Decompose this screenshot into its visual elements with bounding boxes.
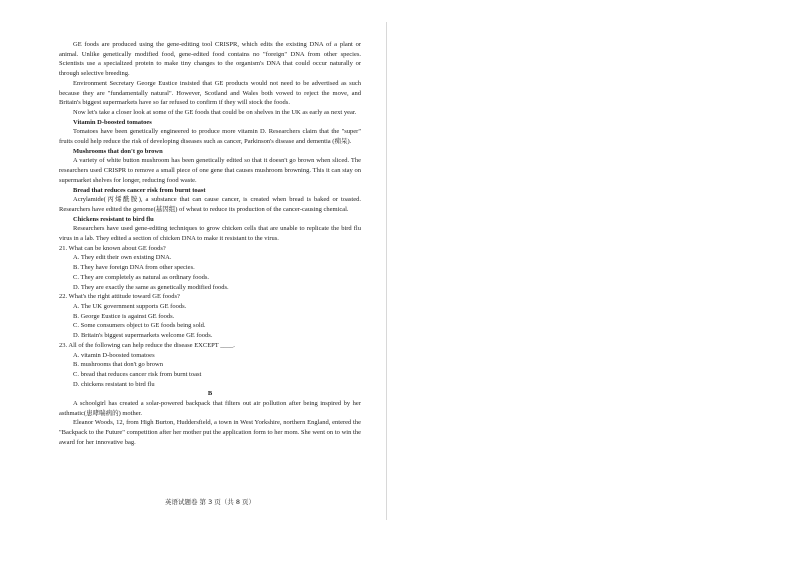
answer-option: A. The UK government supports GE foods.	[73, 302, 187, 310]
answer-option: B. mushrooms that don't go brown	[73, 361, 164, 369]
paragraph: A variety of white button mushroom has been genetically edited so that it doesn't go brown when sliced. The researchers used CRISPR to remove a small piece of one gene that causes mushroom browning. This it can stay on supermarket shelves for longer, reducing food waste.	[59, 157, 361, 184]
answer-option: B. They have foreign DNA from other species.	[73, 264, 195, 272]
answer-option: A. vitamin D-boosted tomatoes	[73, 351, 155, 359]
question-stem: 22. What's the right attitude toward GE foods?	[59, 293, 180, 301]
section-heading: B	[207, 390, 213, 398]
answer-option: A. They edit their own existing DNA.	[73, 254, 172, 262]
subheading: Bread that reduces cancer risk from burnt toast	[73, 186, 206, 194]
answer-option: D. Britain's biggest supermarkets welcome GE foods.	[73, 332, 213, 340]
paragraph: Acrylamide(丙烯酰胺), a substance that can cause cancer, is created when bread is baked or toasted. Researchers have edited the genome(基因组) of wheat to reduce its production of the cancer-causing chemical.	[59, 196, 361, 213]
subheading: Chickens resistant to bird flu	[73, 215, 154, 223]
page-footer: 英语试题卷 第 3 页（共 8 页）	[164, 498, 256, 506]
paragraph: Eleanor Woods, 12, from High Burton, Huddersfield, a town in West Yorkshire, northern England, entered the "Backpack to the Future" competition after her mother put the application form to her mom. She went on to win the award for her innovative bag.	[59, 419, 361, 446]
question-stem: 21. What can be known about GE foods?	[59, 244, 166, 252]
subheading: Vitamin D-boosted tomatoes	[73, 118, 152, 126]
paragraph: A schoolgirl has created a solar-powered backpack that filters out air pollution after being inspired by her asthmatic(患哮喘病的) mother.	[59, 400, 361, 417]
answer-option: C. bread that reduces cancer risk from burnt toast	[73, 370, 202, 378]
answer-option: B. George Eustice is against GE foods.	[73, 312, 175, 320]
paragraph: GE foods are produced using the gene-editing tool CRISPR, which edits the existing DNA of a plant or animal. Unlike genetically modified food, gene-edited food contains no "foreign" DNA from other species. Scientists use a specialized protein to make tiny changes to the organism's DNA that could occur naturally or through selective breeding.	[59, 41, 361, 78]
subheading: Mushrooms that don't go brown	[73, 147, 163, 155]
paragraph: Researchers have used gene-editing techniques to grow chicken cells that are unable to replicate the bird flu virus in a lab. They edited a section of chicken DNA to make it resistant to the virus.	[59, 225, 361, 243]
paragraph: Now let's take a closer look at some of the GE foods that could be on shelves in the UK as early as next year.	[73, 108, 357, 116]
paragraph: Environment Secretary George Eustice insisted that GE products would not need to be advertised as such because they are "fundamentally natural". However, Scotland and Wales both vowed to reject the move, and Britain's biggest supermarkets have so far refused to confirm if they will stock the foods.	[59, 79, 361, 107]
answer-option: D. They are exactly the same as genetically modified foods.	[73, 283, 229, 291]
text-column	[59, 40, 361, 448]
answer-option: C. Some consumers object to GE foods being sold.	[73, 322, 206, 330]
column-divider	[386, 22, 387, 520]
answer-option: C. They are completely as natural as ordinary foods.	[73, 273, 209, 281]
answer-option: D. chickens resistant to bird flu	[73, 380, 155, 388]
question-stem: 23. All of the following can help reduce the disease EXCEPT ____.	[59, 341, 235, 349]
paragraph: Tomatoes have been genetically engineered to produce more vitamin D. Researchers claim that the "super" fruits could help reduce the risk of developing diseases such as cancer, Parkinson's disease and dementia (痴呆).	[59, 128, 361, 146]
